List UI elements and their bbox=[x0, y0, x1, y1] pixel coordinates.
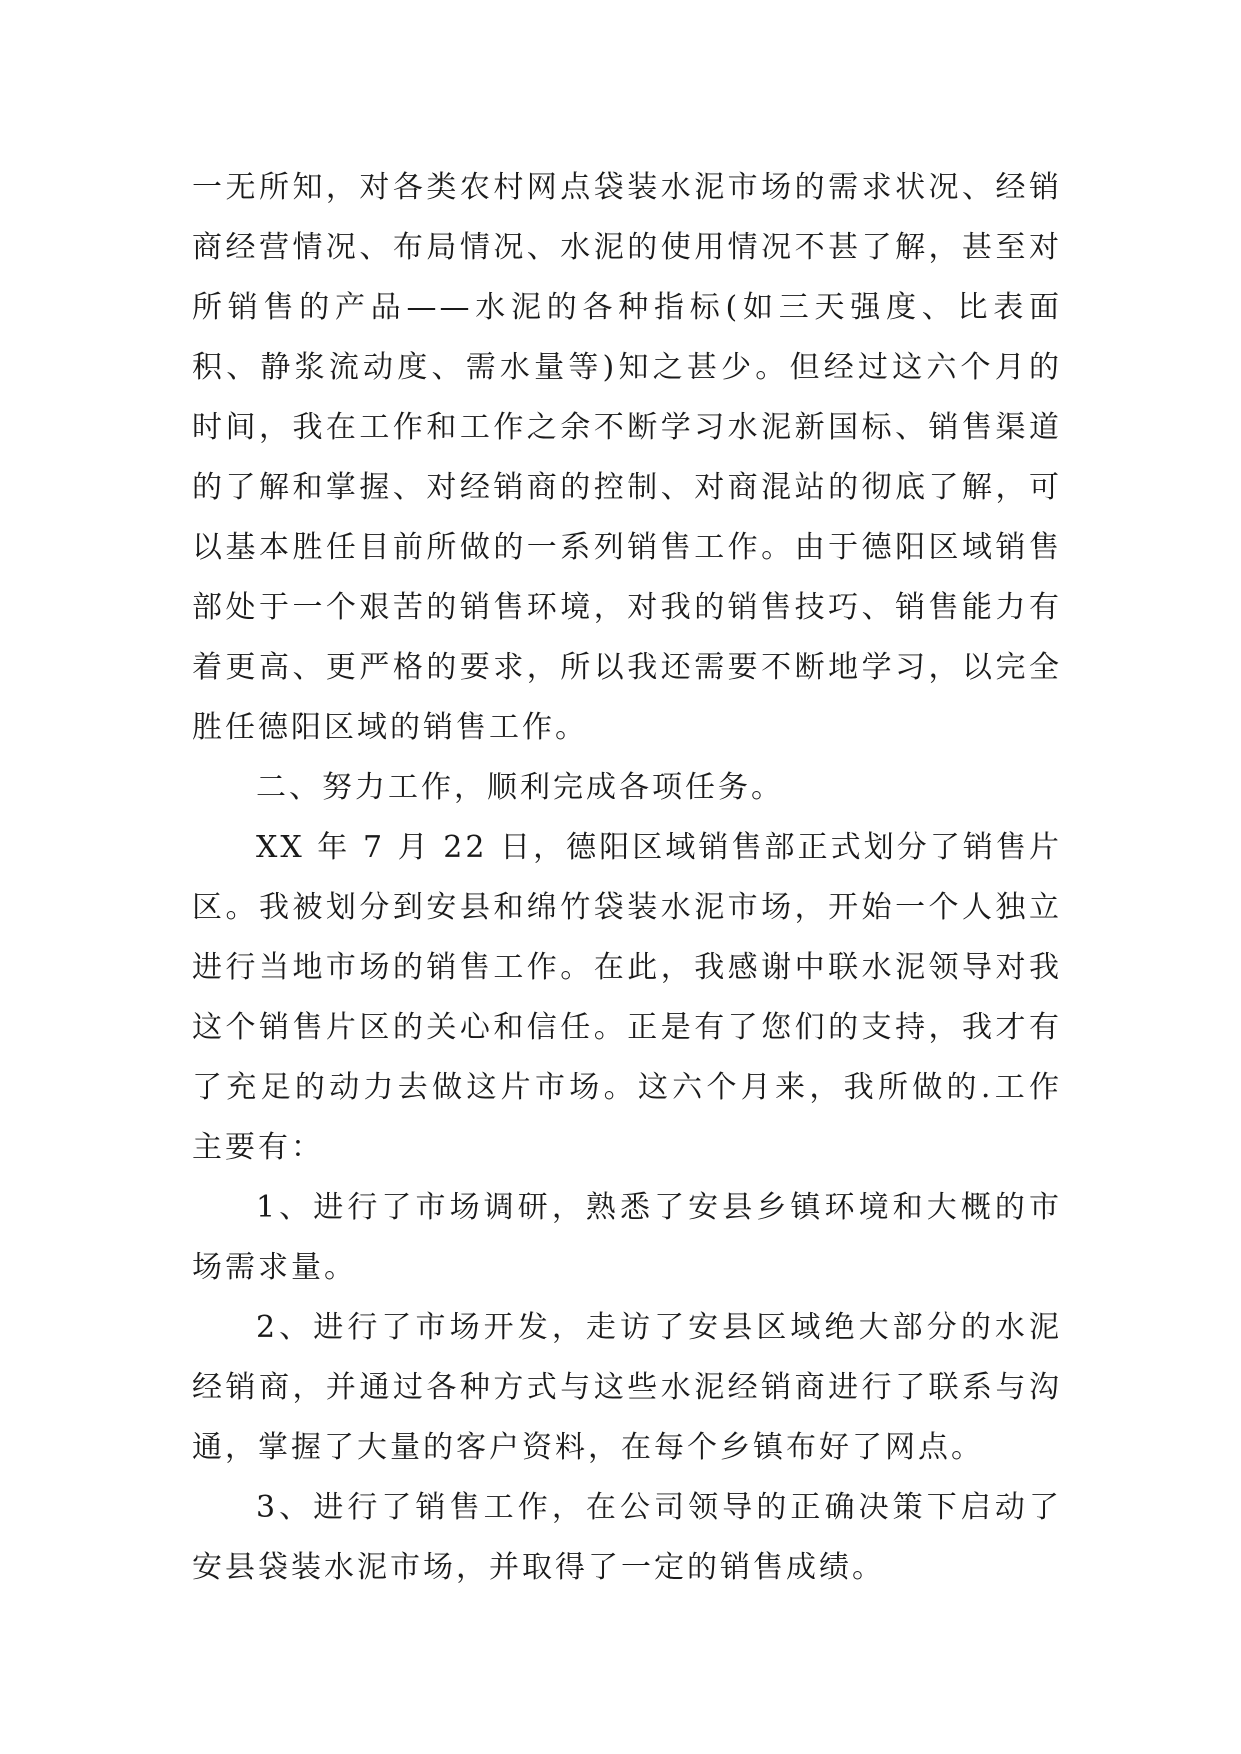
document-body bbox=[192, 158, 1062, 1598]
section-heading-two: 二、努力工作，顺利完成各项任务。 bbox=[256, 770, 784, 805]
list-item-sales-work: 3、进行了销售工作，在公司领导的正确决策下启动了安县袋装水泥市场，并取得了一定的销售成绩。 bbox=[192, 1490, 1062, 1585]
list-item-market-development: 2、进行了市场开发，走访了安县区域绝大部分的水泥经销商，并通过各种方式与这些水泥经销商进行了联系与沟通，掌握了大量的客户资料，在每个乡镇布好了网点。 bbox=[192, 1310, 1062, 1465]
paragraph-territory-assignment: XX 年 7 月 22 日，德阳区域销售部正式划分了销售片区。我被划分到安县和绵竹袋装水泥市场，开始一个人独立进行当地市场的销售工作。在此，我感谢中联水泥领导对我这个销售片区的关心和信任。正是有了您们的支持，我才有了充足的动力去做这片市场。这六个月来，我所做的.工作主要有： bbox=[192, 830, 1062, 1165]
paragraph-continued-intro: 一无所知，对各类农村网点袋装水泥市场的需求状况、经销商经营情况、布局情况、水泥的使用情况不甚了解，甚至对所销售的产品——水泥的各种指标(如三天强度、比表面积、静浆流动度、需水量等)知之甚少。但经过这六个月的时间，我在工作和工作之余不断学习水泥新国标、销售渠道的了解和掌握、对经销商的控制、对商混站的彻底了解，可以基本胜任目前所做的一系列销售工作。由于德阳区域销售部处于一个艰苦的销售环境，对我的销售技巧、销售能力有着更高、更严格的要求，所以我还需要不断地学习，以完全胜任德阳区域的销售工作。 bbox=[192, 170, 1062, 745]
list-item-market-research: 1、进行了市场调研，熟悉了安县乡镇环境和大概的市场需求量。 bbox=[192, 1190, 1062, 1285]
